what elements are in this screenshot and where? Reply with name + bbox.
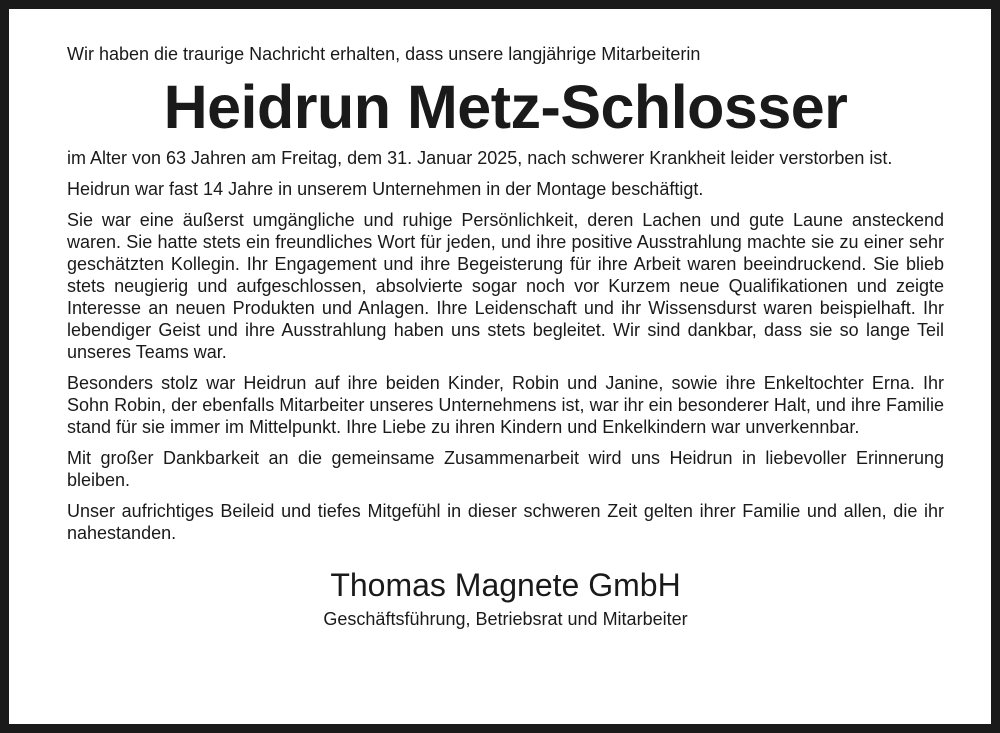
intro-text: Wir haben die traurige Nachricht erhalten, dass unsere langjährige Mitarbeiterin <box>67 44 701 64</box>
paragraph-personality: Sie war eine äußerst umgängliche und ruhige Persönlichkeit, deren Lachen und gute Laune ansteckend waren. Sie hatte stets ein freundliches Wort für jeden, und ihre positive Ausstrahlung machte sie zu einer sehr geschätzten Kollegin. Ihr Engagement und ihre Begeisterung für ihre Arbeit waren beeindruckend. Sie blieb stets neugierig und aufgeschlossen, absolvierte sogar noch vor Kurzem neue Qualifikationen und zeigte Interesse an neuen Produkten und Anlagen. Ihre Leidenschaft und ihr Wissensdurst waren beispielhaft. Ihr lebendiger Geist und ihre Ausstrahlung haben uns stets begleitet. Wir sind dankbar, dass sie so lange Teil unseres Teams war. <box>67 210 944 362</box>
paragraph-employment: Heidrun war fast 14 Jahre in unserem Unternehmen in der Montage beschäftigt. <box>67 179 704 199</box>
deceased-name: Heidrun Metz-Schlosser <box>163 73 848 141</box>
obituary-content <box>67 43 944 630</box>
paragraph-age-date: im Alter von 63 Jahren am Freitag, dem 31. Januar 2025, nach schwerer Krankheit leider verstorben ist. <box>67 148 893 168</box>
company-name: Thomas Magnete GmbH <box>330 567 681 603</box>
paragraph-gratitude: Mit großer Dankbarkeit an die gemeinsame Zusammenarbeit wird uns Heidrun in liebevoller Erinnerung bleiben. <box>67 448 944 490</box>
paragraph-condolences: Unser aufrichtiges Beileid und tiefes Mitgefühl in dieser schweren Zeit gelten ihrer Familie und allen, die ihr nahestanden. <box>67 501 944 543</box>
paragraph-family: Besonders stolz war Heidrun auf ihre beiden Kinder, Robin und Janine, sowie ihre Enkeltochter Erna. Ihr Sohn Robin, der ebenfalls Mitarbeiter unseres Unternehmens ist, war ihr ein besonderer Halt, und ihre Familie stand für sie immer im Mittelpunkt. Ihre Liebe zu ihren Kindern und Enkelkindern war unverkennbar. <box>67 373 944 437</box>
signatories: Geschäftsführung, Betriebsrat und Mitarbeiter <box>323 609 688 629</box>
